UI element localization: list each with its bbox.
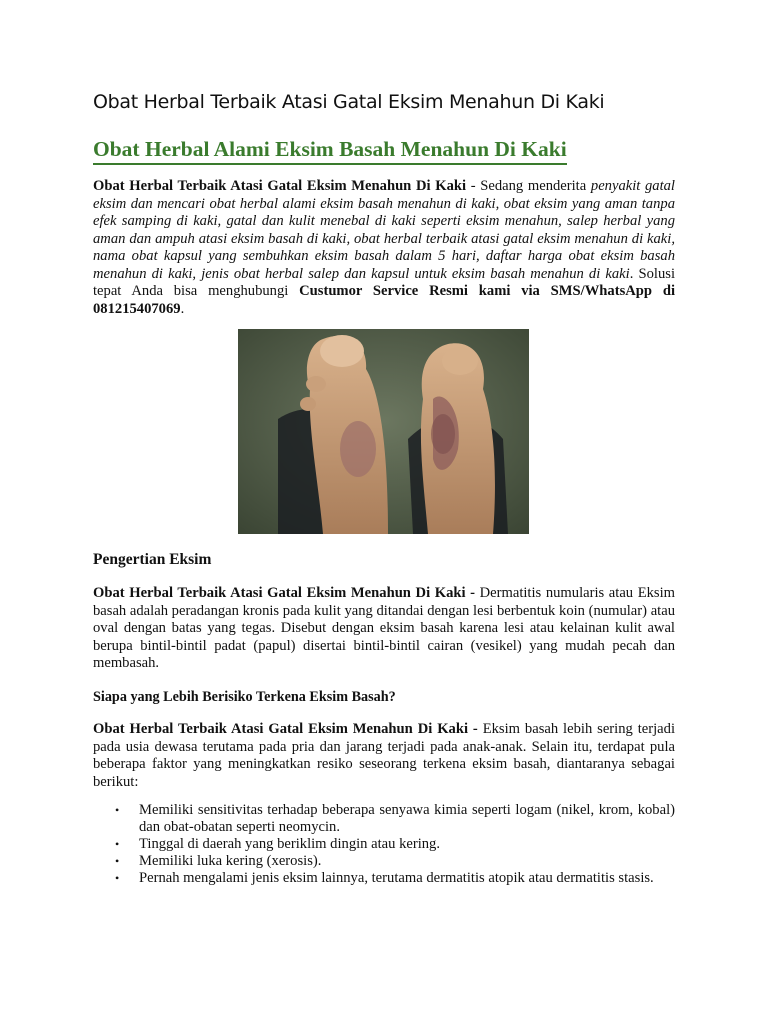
feet-eczema-photo bbox=[238, 329, 529, 534]
document-title: Obat Herbal Terbaik Atasi Gatal Eksim Menahun Di Kaki bbox=[93, 91, 605, 113]
siapa-heading: Siapa yang Lebih Berisiko Terkena Eksim Basah? bbox=[93, 689, 396, 705]
intro-contact: Custumor Service Resmi kami via SMS/WhatsApp di 081215407069 bbox=[93, 283, 675, 317]
pengertian-heading: Pengertian Eksim bbox=[93, 551, 212, 568]
photo-feet-eczema-icon bbox=[238, 329, 529, 534]
list-item bbox=[93, 836, 675, 853]
list-item-text: Memiliki sensitivitas terhadap beberapa senyawa kimia seperti logam (nikel, krom, kobal) dan obat-obatan seperti neomycin. bbox=[139, 802, 675, 835]
list-item-text: Tinggal di daerah yang beriklim dingin atau kering. bbox=[139, 836, 441, 852]
intro-lead: Obat Herbal Terbaik Atasi Gatal Eksim Menahun Di Kaki bbox=[93, 178, 467, 194]
list-item bbox=[93, 802, 675, 836]
siapa-lead: Obat Herbal Terbaik Atasi Gatal Eksim Menahun Di Kaki - bbox=[93, 721, 478, 737]
siapa-paragraph bbox=[93, 721, 675, 791]
intro-italic: penyakit gatal eksim dan mencari obat herbal alami eksim basah menahun di kaki, obat eksim yang aman tanpa efek samping di kaki, gatal dan kulit menebal di kaki seperti eksim menahun, salep herbal yang aman dan ampuh atasi eksim basah di kaki, obat herbal terbaik atasi gatal eksim menahun di kaki, nama obat kapsul yang sembuhkan eksim basah dalam 5 hari, daftar harga obat eksim basah menahun di kaki, jenis obat herbal salep dan kapsul untuk eksim basah menahun di kaki bbox=[93, 178, 675, 282]
bullet-icon: • bbox=[115, 837, 120, 851]
pengertian-text: Dermatitis numularis atau Eksim basah adalah peradangan kronis pada kulit yang ditandai dengan lesi berbentuk koin (numular) atau oval dengan batas yang tegas. Disebut dengan eksim basah karena lesi atau kelainan kulit awal berupa bintil-bintil padat (papul) disertai bintil-bintil cairan (vesikel) yang mudah pecah dan membasah. bbox=[93, 585, 676, 671]
bullet-icon: • bbox=[115, 803, 120, 817]
list-item bbox=[93, 870, 675, 887]
pengertian-lead: Obat Herbal Terbaik Atasi Gatal Eksim Menahun Di Kaki - bbox=[93, 585, 476, 601]
list-item-text: Memiliki luka kering (xerosis). bbox=[139, 853, 322, 869]
intro-middle: . Solusi tepat Anda bisa menghubungi bbox=[93, 265, 675, 299]
siapa-text: Eksim basah lebih sering terjadi pada usia dewasa terutama pada pria dan jarang terjadi pada anak-anak. Selain itu, terdapat pula beberapa faktor yang meningkatkan resiko seseorang terkena eksim basah, diantaranya sebagai berikut: bbox=[93, 721, 676, 790]
bullet-icon: • bbox=[115, 854, 120, 868]
list-item bbox=[93, 853, 675, 870]
risk-factor-list bbox=[93, 802, 675, 887]
intro-paragraph bbox=[93, 178, 675, 318]
pengertian-paragraph bbox=[93, 585, 675, 673]
bullet-icon: • bbox=[115, 871, 120, 885]
list-item-text: Pernah mengalami jenis eksim lainnya, terutama dermatitis atopik atau dermatitis stasis. bbox=[139, 870, 654, 886]
intro-end: . bbox=[180, 300, 185, 317]
intro-dash: - Sedang menderita bbox=[466, 178, 591, 194]
document-subtitle: Obat Herbal Alami Eksim Basah Menahun Di Kaki bbox=[93, 136, 567, 165]
